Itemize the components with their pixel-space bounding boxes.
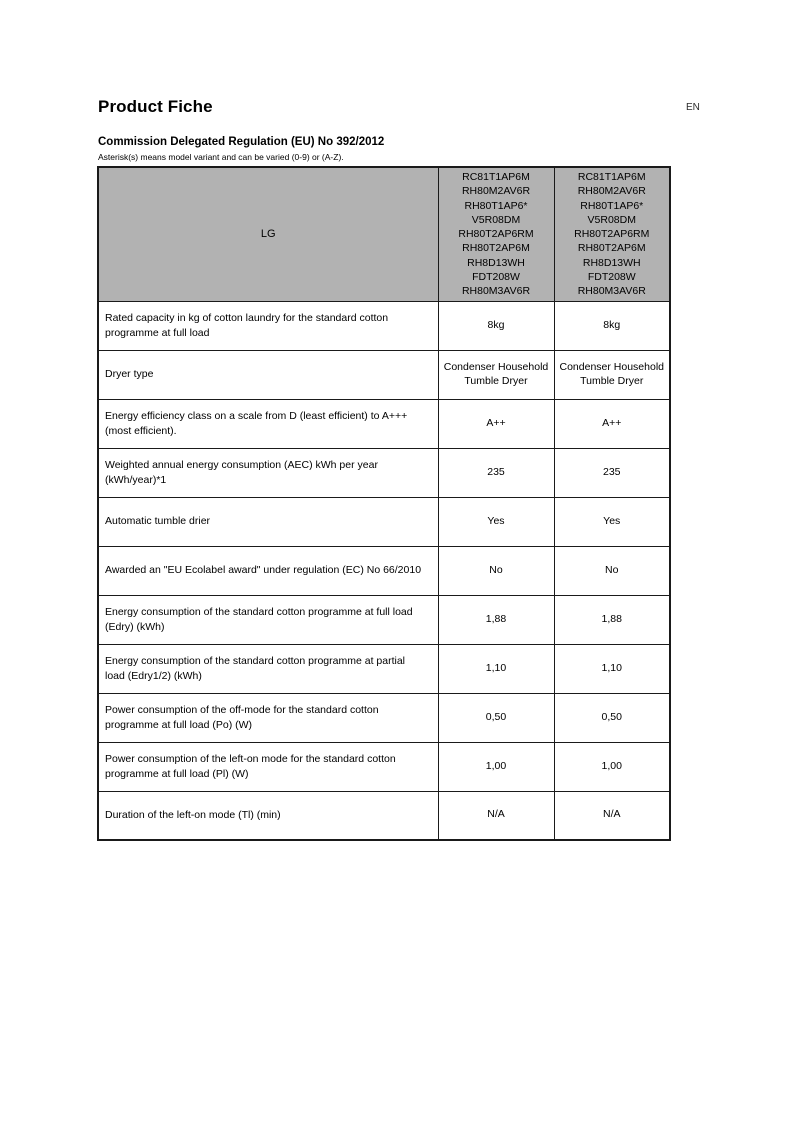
model-number: RH80M2AV6R [461,185,531,198]
spec-value: A++ [554,399,670,448]
spec-label: Duration of the left-on mode (Tl) (min) [98,791,438,840]
spec-row-left-on-duration [98,791,670,840]
model-number: RH80T1AP6* [464,199,528,212]
model-number: RH80T2AP6RM [458,228,534,241]
spec-value: A++ [438,399,554,448]
brand-cell: LG [98,167,438,301]
model-number: RH80T2AP6M [577,242,646,255]
model-number: RH80M2AV6R [577,185,646,198]
spec-row-annual-energy [98,448,670,497]
model-number: RH80M3AV6R [461,285,531,298]
spec-value: No [554,546,670,595]
spec-value: 1,00 [438,742,554,791]
spec-value: Yes [554,497,670,546]
spec-row-energy-class [98,399,670,448]
regulation-subtitle: Commission Delegated Regulation (EU) No 392/2012 [98,136,385,148]
model-number: RH80T2AP6M [462,242,530,255]
spec-value: N/A [438,791,554,840]
model-number: FDT208W [587,270,636,283]
spec-value: 1,88 [438,595,554,644]
spec-value: Yes [438,497,554,546]
spec-label: Weighted annual energy consumption (AEC) kWh per year (kWh/year)*1 [98,448,438,497]
model-number: RC81T1AP6M [577,170,646,183]
model-number: V5R08DM [471,213,521,226]
spec-value: N/A [554,791,670,840]
spec-value: 1,00 [554,742,670,791]
spec-value: 1,88 [554,595,670,644]
page-title: Product Fiche [98,97,213,116]
spec-label: Power consumption of the off-mode for the standard cotton programme at full load (Po) (W) [98,693,438,742]
spec-row-automatic [98,497,670,546]
model-number: V5R08DM [587,213,636,226]
model-number: RH8D13WH [582,256,641,269]
model-list-cell-2 [554,167,670,301]
spec-row-ecolabel [98,546,670,595]
spec-label: Automatic tumble drier [98,497,438,546]
spec-row-off-mode-power [98,693,670,742]
model-number: RC81T1AP6M [462,170,530,183]
language-code: EN [686,102,700,113]
model-number: RH8D13WH [467,256,525,269]
spec-value: 235 [554,448,670,497]
spec-value: Condenser Household Tumble Dryer [554,350,670,399]
spec-row-energy-partial-load [98,644,670,693]
spec-row-energy-full-load [98,595,670,644]
spec-value: No [438,546,554,595]
spec-value: 1,10 [554,644,670,693]
spec-label: Rated capacity in kg of cotton laundry for the standard cotton programme at full load [98,301,438,350]
model-number: RH80T2AP6RM [574,228,650,241]
spec-row-dryer-type [98,350,670,399]
spec-label: Power consumption of the left-on mode for the standard cotton programme at full load (Pl) (W) [98,742,438,791]
spec-value: Condenser Household Tumble Dryer [438,350,554,399]
spec-value: 235 [438,448,554,497]
spec-value: 1,10 [438,644,554,693]
model-number: FDT208W [472,270,520,283]
model-list-cell-1 [438,167,554,301]
spec-row-left-on-power [98,742,670,791]
model-number: RH80M3AV6R [577,285,646,298]
product-fiche-table [97,166,671,841]
spec-value: 0,50 [554,693,670,742]
spec-value: 0,50 [438,693,554,742]
model-number: RH80T1AP6* [580,199,644,212]
asterisk-note: Asterisk(s) means model variant and can be varied (0-9) or (A-Z). [98,152,344,162]
table-header-row [98,167,670,301]
spec-label: Energy consumption of the standard cotton programme at full load (Edry) (kWh) [98,595,438,644]
spec-label: Energy efficiency class on a scale from D (least efficient) to A+++ (most efficient). [98,399,438,448]
spec-label: Dryer type [98,350,438,399]
spec-label: Energy consumption of the standard cotton programme at partial load (Edry1/2) (kWh) [98,644,438,693]
spec-value: 8kg [554,301,670,350]
spec-value: 8kg [438,301,554,350]
spec-row-rated-capacity [98,301,670,350]
spec-label: Awarded an "EU Ecolabel award" under regulation (EC) No 66/2010 [98,546,438,595]
